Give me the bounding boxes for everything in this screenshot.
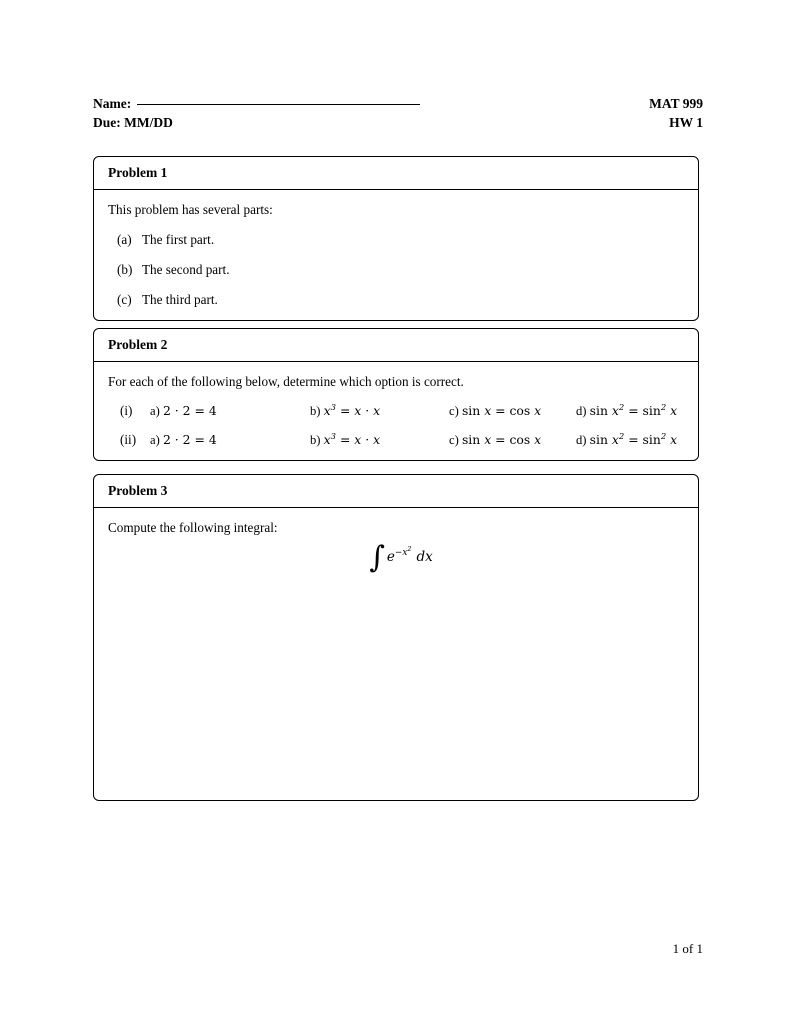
part-marker: (a) bbox=[117, 232, 132, 247]
name-label: Name: bbox=[93, 96, 132, 111]
integral-expression bbox=[369, 540, 433, 575]
part-marker: (c) bbox=[117, 292, 132, 307]
option-label: a) bbox=[150, 404, 160, 418]
assignment-label: HW 1 bbox=[669, 115, 703, 130]
option-math: $x^3 = x \cdot x$ bbox=[323, 401, 381, 418]
option-d[interactable] bbox=[576, 432, 677, 448]
header-left-block bbox=[93, 94, 513, 132]
row-roman-marker: (i) bbox=[120, 403, 133, 418]
integral-sign-icon: ∫ bbox=[369, 540, 385, 575]
integral-display bbox=[108, 540, 684, 575]
option-label: c) bbox=[449, 433, 459, 447]
problem-1-title: Problem 1 bbox=[94, 157, 698, 190]
option-label: b) bbox=[310, 404, 321, 418]
name-field-row bbox=[93, 94, 513, 113]
problem-1-intro: This problem has several parts: bbox=[108, 202, 273, 217]
row-roman-marker: (ii) bbox=[120, 432, 137, 447]
row-options bbox=[150, 432, 684, 448]
option-label: d) bbox=[576, 433, 587, 447]
option-label: c) bbox=[449, 404, 459, 418]
problem-box-2 bbox=[93, 328, 699, 461]
problem-2-body bbox=[94, 362, 698, 460]
option-c[interactable] bbox=[449, 403, 576, 419]
table-row bbox=[108, 432, 684, 448]
problem-2-title: Problem 2 bbox=[94, 329, 698, 362]
option-a[interactable] bbox=[150, 403, 310, 419]
integrand: $e^{-x^2}$ bbox=[386, 545, 412, 565]
problem-box-1 bbox=[93, 156, 699, 321]
problem-3-intro: Compute the following integral: bbox=[108, 520, 278, 535]
page-footer bbox=[93, 941, 703, 957]
option-math: $\sin x^2 = \sin^2 x$ bbox=[589, 401, 678, 418]
option-label: d) bbox=[576, 404, 587, 418]
option-math: sin x = cos x bbox=[461, 432, 542, 447]
list-item bbox=[108, 292, 684, 308]
problem-3-title: Problem 3 bbox=[94, 475, 698, 508]
list-item bbox=[108, 262, 684, 278]
option-c[interactable] bbox=[449, 432, 576, 448]
option-d[interactable] bbox=[576, 403, 677, 419]
problem-1-parts-list bbox=[108, 232, 684, 308]
option-b[interactable] bbox=[310, 403, 449, 419]
option-math: $\sin x^2 = \sin^2 x$ bbox=[589, 430, 678, 447]
problem-box-3 bbox=[93, 474, 699, 801]
option-b[interactable] bbox=[310, 432, 449, 448]
option-math: 2 · 2 = 4 bbox=[162, 403, 217, 418]
option-math: sin x = cos x bbox=[461, 403, 542, 418]
due-date-line: Due: MM/DD bbox=[93, 115, 173, 130]
list-item bbox=[108, 232, 684, 248]
option-math: 2 · 2 = 4 bbox=[162, 432, 217, 447]
page-header bbox=[93, 94, 703, 134]
table-row bbox=[108, 403, 684, 419]
name-write-in-rule[interactable] bbox=[137, 104, 420, 105]
differential: dx bbox=[416, 548, 433, 565]
option-math: $x^3 = x \cdot x$ bbox=[323, 430, 381, 447]
problem-2-rows-list bbox=[108, 403, 684, 448]
option-label: a) bbox=[150, 433, 160, 447]
header-right-block bbox=[649, 94, 703, 132]
page-indicator: 1 of 1 bbox=[672, 941, 703, 956]
course-code: MAT 999 bbox=[649, 96, 703, 111]
option-label: b) bbox=[310, 433, 321, 447]
row-options bbox=[150, 403, 684, 419]
part-text: The second part. bbox=[142, 262, 230, 277]
problem-3-body[interactable] bbox=[94, 508, 698, 582]
part-text: The first part. bbox=[142, 232, 215, 247]
option-a[interactable] bbox=[150, 432, 310, 448]
part-marker: (b) bbox=[117, 262, 133, 277]
problem-1-body bbox=[94, 190, 698, 320]
part-text: The third part. bbox=[142, 292, 218, 307]
problem-2-intro: For each of the following below, determine which option is correct. bbox=[108, 374, 464, 389]
